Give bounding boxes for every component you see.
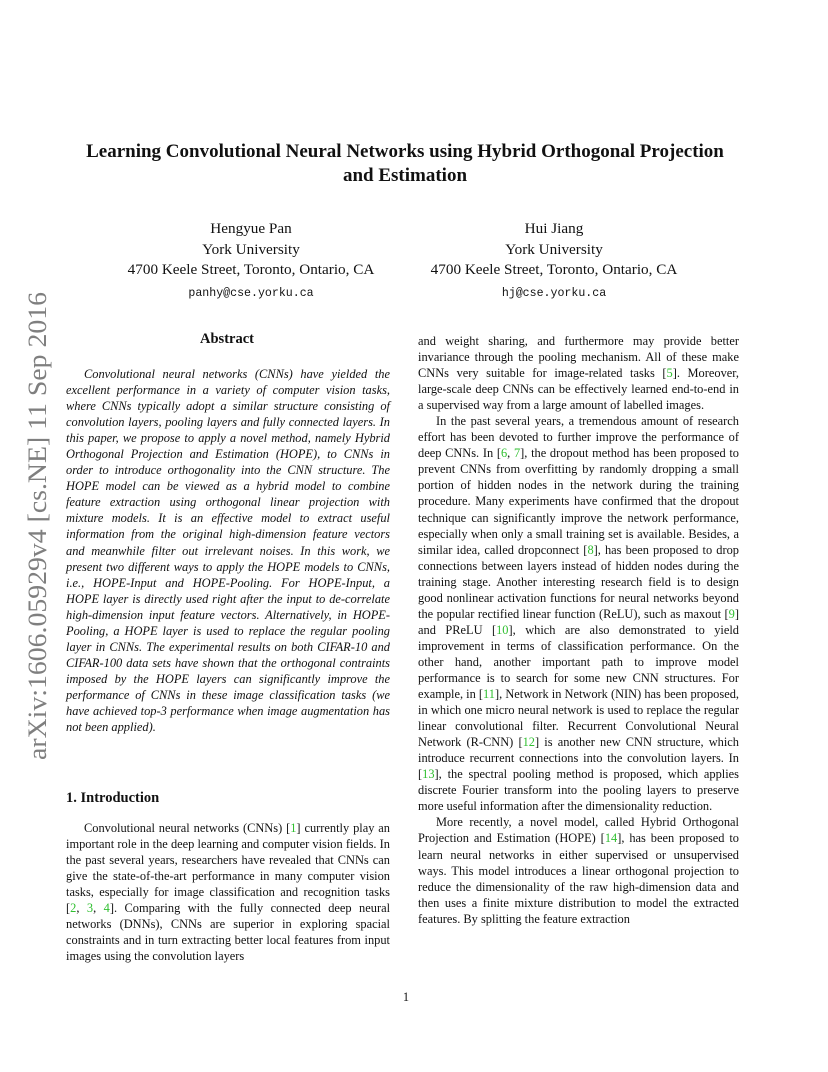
citation-link[interactable]: 11	[483, 687, 495, 702]
author-name: Hui Jiang	[524, 220, 584, 237]
author-email[interactable]: panhy@cse.yorku.ca	[188, 286, 314, 300]
citation-link[interactable]: 4	[103, 901, 110, 916]
author-block	[101, 219, 401, 304]
citation-link[interactable]: 2	[70, 901, 77, 916]
right-column	[418, 333, 739, 927]
body-paragraph: Convolutional neural networks (CNNs) [1] currently play an important role in the deep learning and computer vision fields. In the past several years, researchers have revealed that CNNs can give the state-of-the-art performance in many computer vision tasks, especially for image classification and recognition tasks [2, 3, 4]. Comparing with the fully connected deep neural networks (DNNs), CNNs are superior in exploring spacial constraints and in turn extracting better local features from input images using the convolution layers	[66, 821, 391, 964]
author-name: Hengyue Pan	[210, 220, 292, 237]
citation-link[interactable]: 12	[522, 735, 535, 750]
citation-link[interactable]: 10	[496, 622, 509, 637]
author-affiliation: York University	[505, 240, 603, 258]
intro-left-column	[66, 820, 390, 964]
citation-link[interactable]: 7	[513, 446, 521, 461]
page-number: 1	[402, 990, 410, 1004]
body-paragraph: More recently, a novel model, called Hybrid Orthogonal Projection and Estimation (HOPE) [14], has been proposed to learn neural networks in either supervised or unsupervised ways. This model introduces a linear orthogonal projection to reduce the dimensionality of the raw high-dimension data and then uses a finite mixture distribution to model the extracted features. By splitting the feature extraction	[418, 815, 739, 926]
author-block	[404, 219, 704, 304]
author-email[interactable]: hj@cse.yorku.ca	[501, 286, 607, 300]
title-line: Learning Convolutional Neural Networks using Hybrid Orthogonal Projection	[86, 141, 724, 162]
arxiv-stamp	[16, 290, 56, 760]
citation-link[interactable]: 3	[86, 901, 94, 916]
abstract-body	[66, 366, 390, 735]
section-heading-introduction: 1. Introduction	[66, 790, 160, 806]
author-affiliation: York University	[202, 240, 300, 258]
author-address: 4700 Keele Street, Toronto, Ontario, CA	[127, 261, 375, 278]
arxiv-stamp-text: arXiv:1606.05929v4 [cs.NE] 11 Sep 2016	[23, 321, 52, 760]
citation-link[interactable]: 9	[728, 606, 735, 621]
body-paragraph: and weight sharing, and furthermore may provide better invariance through the pooling mechanism. All of these make CNNs very suitable for image-related tasks [5]. Moreover, large-scale deep CNNs can be effectively learned end-to-end in a supervised way from a large amount of labelled images.	[418, 334, 739, 413]
abstract-paragraph: Convolutional neural networks (CNNs) have yielded the excellent performance in a variety of computer vision tasks, where CNNs typically adopt a similar structure consisting of convolution layers, pooling layers and fully connected layers. In this paper, we propose to apply a novel method, namely Hybrid Orthogonal Projection and Estimation (HOPE), to CNNs in order to introduce orthogonality into the CNN structure. The HOPE model can be viewed as a hybrid model to combine feature extraction using orthogonal linear projection with mixture models. It is an effective model to extract useful information from the original high-dimension feature vectors and meanwhile filter out irrelevant noises. In this work, we present two different ways to apply the HOPE models to CNNs, i.e., HOPE-Input and HOPE-Pooling. For HOPE-Input, a HOPE layer is directly used right after the input to de-correlate high-dimension input feature vectors. Alternatively, in HOPE-Pooling, a HOPE layer is used to replace the regular pooling layer in CNNs. The experimental results on both CIFAR-10 and CIFAR-100 data sets have shown that the orthogonal contraints imposed by the HOPE layers can significantly improve the performance of CNNs in these image classification tasks (we have achieved top-3 performance when image augmentation has not been applied).	[66, 367, 390, 735]
body-paragraph: In the past several years, a tremendous amount of research effort has been devoted to further improve the performance of deep CNNs. In [6, 7], the dropout method has been proposed to prevent CNNs from overfitting by randomly dropping a small portion of hidden nodes in the network during the training procedure. Many experiments have confirmed that the dropout technique can significantly improve the network performance, especially when only a small training set is available. Besides, a similar idea, called dropconnect [8], has been proposed to drop connections between layers instead of hidden nodes during the training stage. Another interesting research field is to design good nonlinear activation functions for neural networks beyond the popular rectified linear function (ReLU), such as maxout [9] and PReLU [10], which are also demonstrated to yield improvement in terms of classification performance. On the other hand, another important path to improve model performance is to search for some new CNN structures. For example, in [11], Network in Network (NIN) has been proposed, in which one micro neural network is used to replace the regular linear convolutional filter. Recurrent Convolutional Neural Network (R-CNN) [12] is another new CNN structure, which introduce recurrent connections into the convolution layers. In [13], the spectral pooling method is proposed, which applies discrete Fourier transform into the pooling layers to preserve more useful information after the dimensionality reduction.	[418, 414, 739, 814]
title-line: and Estimation	[342, 165, 468, 186]
abstract-heading: Abstract	[200, 331, 254, 347]
citation-link[interactable]: 8	[587, 542, 594, 557]
citation-link[interactable]: 5	[666, 366, 673, 381]
citation-link[interactable]: 1	[290, 821, 297, 835]
citation-link[interactable]: 13	[422, 767, 435, 782]
citation-link[interactable]: 6	[500, 446, 508, 461]
paper-title	[60, 140, 750, 188]
citation-link[interactable]: 14	[604, 831, 618, 846]
author-address: 4700 Keele Street, Toronto, Ontario, CA	[430, 261, 678, 278]
